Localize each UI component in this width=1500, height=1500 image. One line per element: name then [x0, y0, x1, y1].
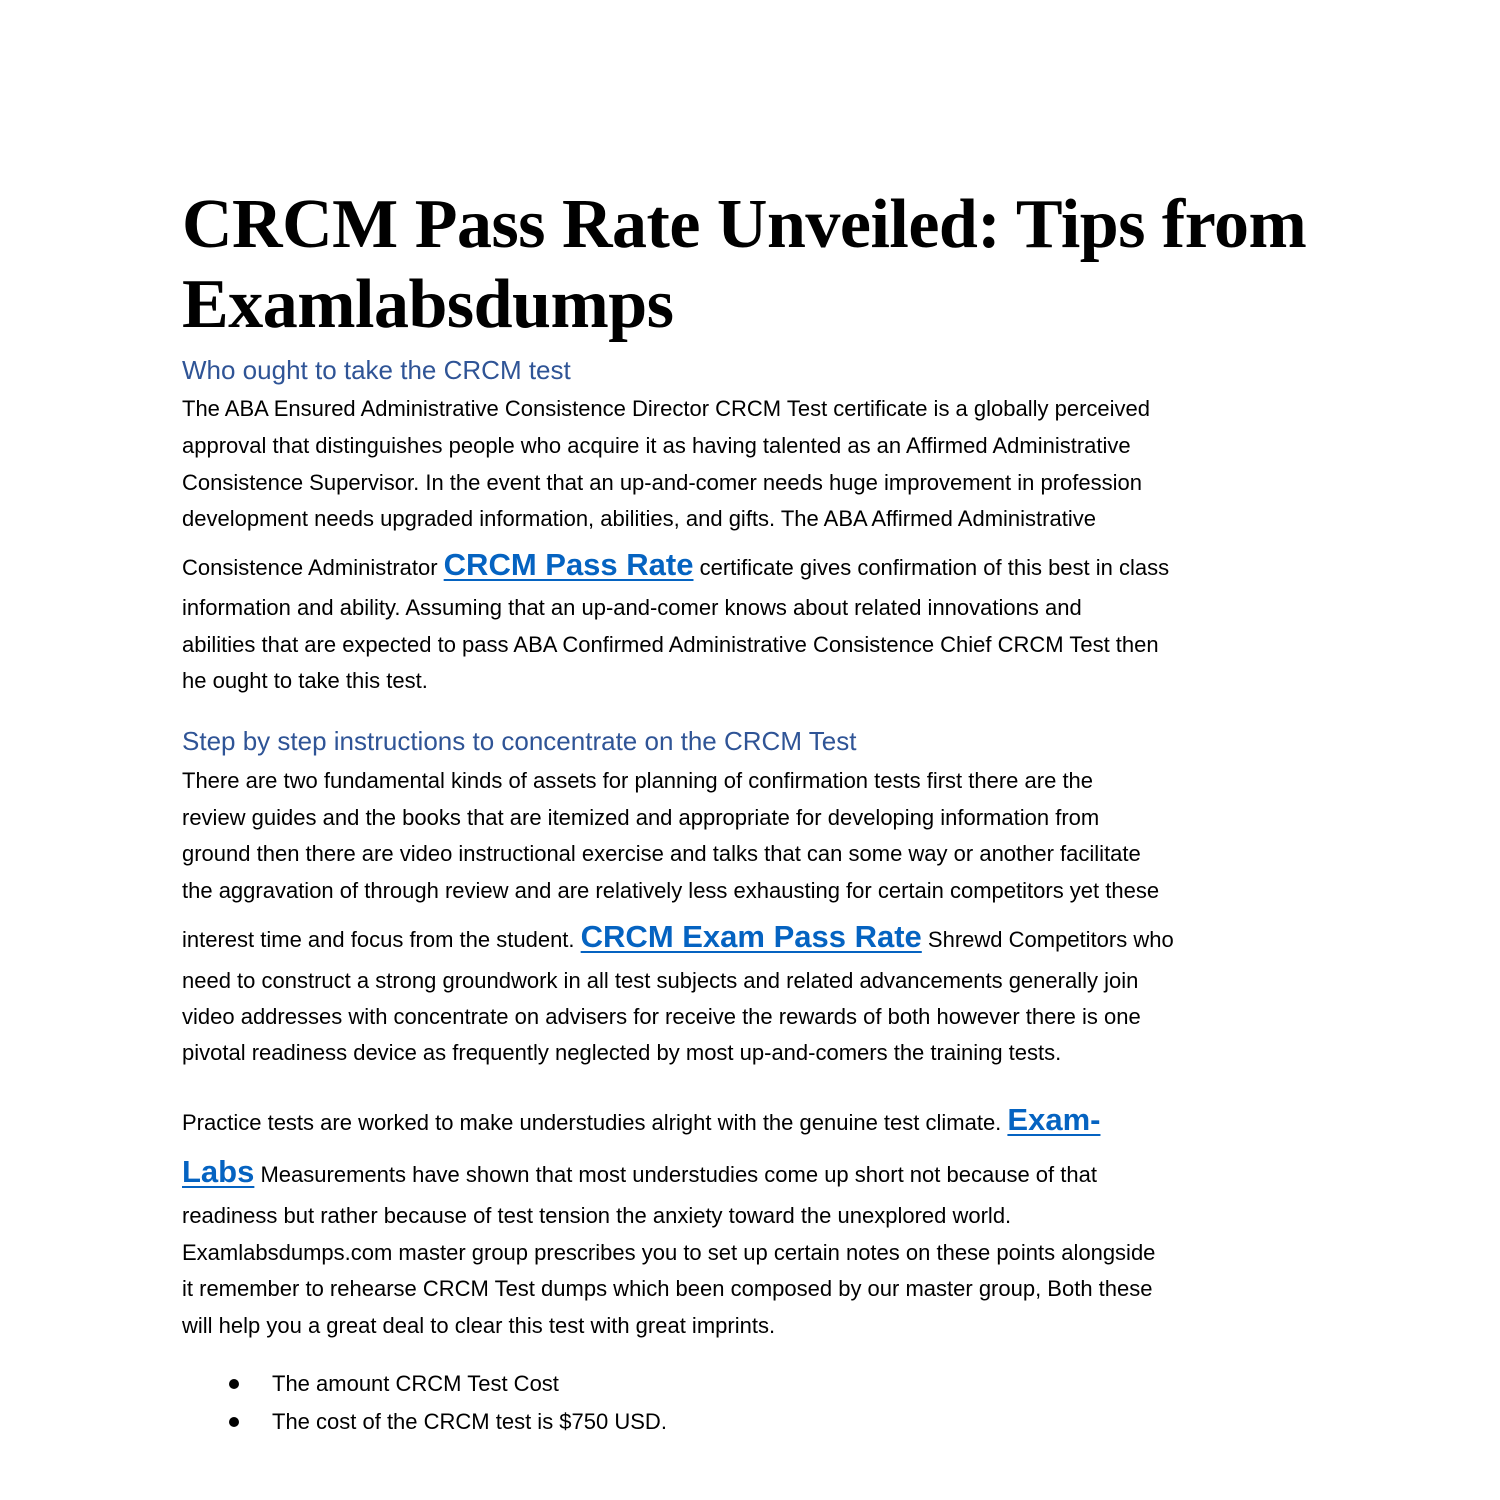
paragraph-line — [182, 917, 1174, 957]
paragraph-line — [182, 1233, 1155, 1273]
paragraph-line — [182, 1269, 1153, 1309]
text-segment: video addresses with concentrate on advisers for receive the rewards of both however there is one — [182, 1004, 1141, 1029]
text-segment: he ought to take this test. — [182, 668, 428, 693]
text-segment: approval that distinguishes people who acquire it as having talented as an Affirmed Administrative — [182, 433, 1131, 458]
paragraph-line — [182, 426, 1131, 466]
paragraph-line — [182, 588, 1082, 628]
bullet-text: The amount CRCM Test Cost — [272, 1371, 559, 1396]
paragraph-line — [182, 1306, 775, 1346]
paragraph-line — [182, 463, 1142, 503]
text-segment: The ABA Ensured Administrative Consistence Director CRCM Test certificate is a globally perceived — [182, 396, 1151, 421]
text-segment: There are two fundamental kinds of assets for planning of confirmation tests first there are the — [182, 768, 1094, 793]
paragraph-line — [182, 389, 1150, 429]
text-segment: development needs upgraded information, abilities, and gifts. The ABA Affirmed Administrative — [182, 506, 1096, 531]
text-segment: Consistence Administrator — [182, 555, 444, 580]
paragraph-line — [182, 834, 1141, 874]
text-segment: Shrewd Competitors who — [921, 927, 1174, 952]
page-title: Examlabsdumps — [182, 266, 674, 343]
text-segment: interest time and focus from the student. — [182, 927, 581, 952]
paragraph-line — [182, 661, 428, 701]
paragraph-line — [182, 761, 1093, 801]
bullet-icon — [229, 1379, 239, 1389]
text-segment: certificate gives confirmation of this best in class — [693, 555, 1170, 580]
text-segment: need to construct a strong groundwork in all test subjects and related advancements generally join — [182, 968, 1139, 993]
text-segment: it remember to rehearse CRCM Test dumps which been composed by our master group, Both these — [182, 1276, 1153, 1301]
text-segment: Measurements have shown that most understudies come up short not because of that — [254, 1162, 1097, 1187]
crcm-link[interactable]: Exam- — [1007, 1102, 1101, 1137]
bullet-item — [272, 1364, 559, 1404]
text-segment: Practice tests are worked to make understudies alright with the genuine test climate. — [182, 1110, 1008, 1135]
crcm-link[interactable]: CRCM Exam Pass Rate — [580, 919, 922, 954]
text-segment: information and ability. Assuming that an up-and-comer knows about related innovations and — [182, 595, 1082, 620]
paragraph-line — [182, 1196, 1011, 1236]
paragraph-line — [182, 961, 1138, 1001]
paragraph-line — [182, 1152, 1097, 1192]
paragraph-line — [182, 997, 1141, 1037]
paragraph-line — [182, 1100, 1100, 1140]
paragraph-line — [182, 499, 1096, 539]
text-segment: readiness but rather because of test tension the anxiety toward the unexplored world. — [182, 1203, 1012, 1228]
section-heading: Who ought to take the CRCM test — [182, 355, 571, 385]
crcm-link[interactable]: CRCM Pass Rate — [443, 547, 694, 582]
paragraph-line — [182, 1033, 1061, 1073]
text-segment: will help you a great deal to clear this test with great imprints. — [182, 1313, 776, 1338]
page-title: CRCM Pass Rate Unveiled: Tips from — [182, 186, 1307, 263]
section-heading: Step by step instructions to concentrate on the CRCM Test — [182, 726, 857, 756]
text-segment: ground then there are video instructional exercise and talks that can some way or another facilitate — [182, 841, 1141, 866]
text-segment: abilities that are expected to pass ABA Confirmed Administrative Consistence Chief CRCM Test then — [182, 632, 1159, 657]
paragraph-line — [182, 871, 1159, 911]
paragraph-line — [182, 798, 1099, 838]
text-segment: pivotal readiness device as frequently neglected by most up-and-comers the training tests. — [182, 1040, 1062, 1065]
text-segment: review guides and the books that are itemized and appropriate for developing information from — [182, 805, 1100, 830]
bullet-icon — [229, 1417, 239, 1427]
paragraph-line — [182, 545, 1169, 585]
bullet-text: The cost of the CRCM test is $750 USD. — [272, 1409, 667, 1434]
text-segment: the aggravation of through review and are relatively less exhausting for certain competitors yet these — [182, 878, 1160, 903]
text-segment: Examlabsdumps.com master group prescribes you to set up certain notes on these points alongside — [182, 1240, 1156, 1265]
paragraph-line — [182, 625, 1159, 665]
crcm-link[interactable]: Labs — [182, 1154, 255, 1189]
bullet-item — [272, 1402, 667, 1442]
text-segment: Consistence Supervisor. In the event that an up-and-comer needs huge improvement in profession — [182, 470, 1142, 495]
